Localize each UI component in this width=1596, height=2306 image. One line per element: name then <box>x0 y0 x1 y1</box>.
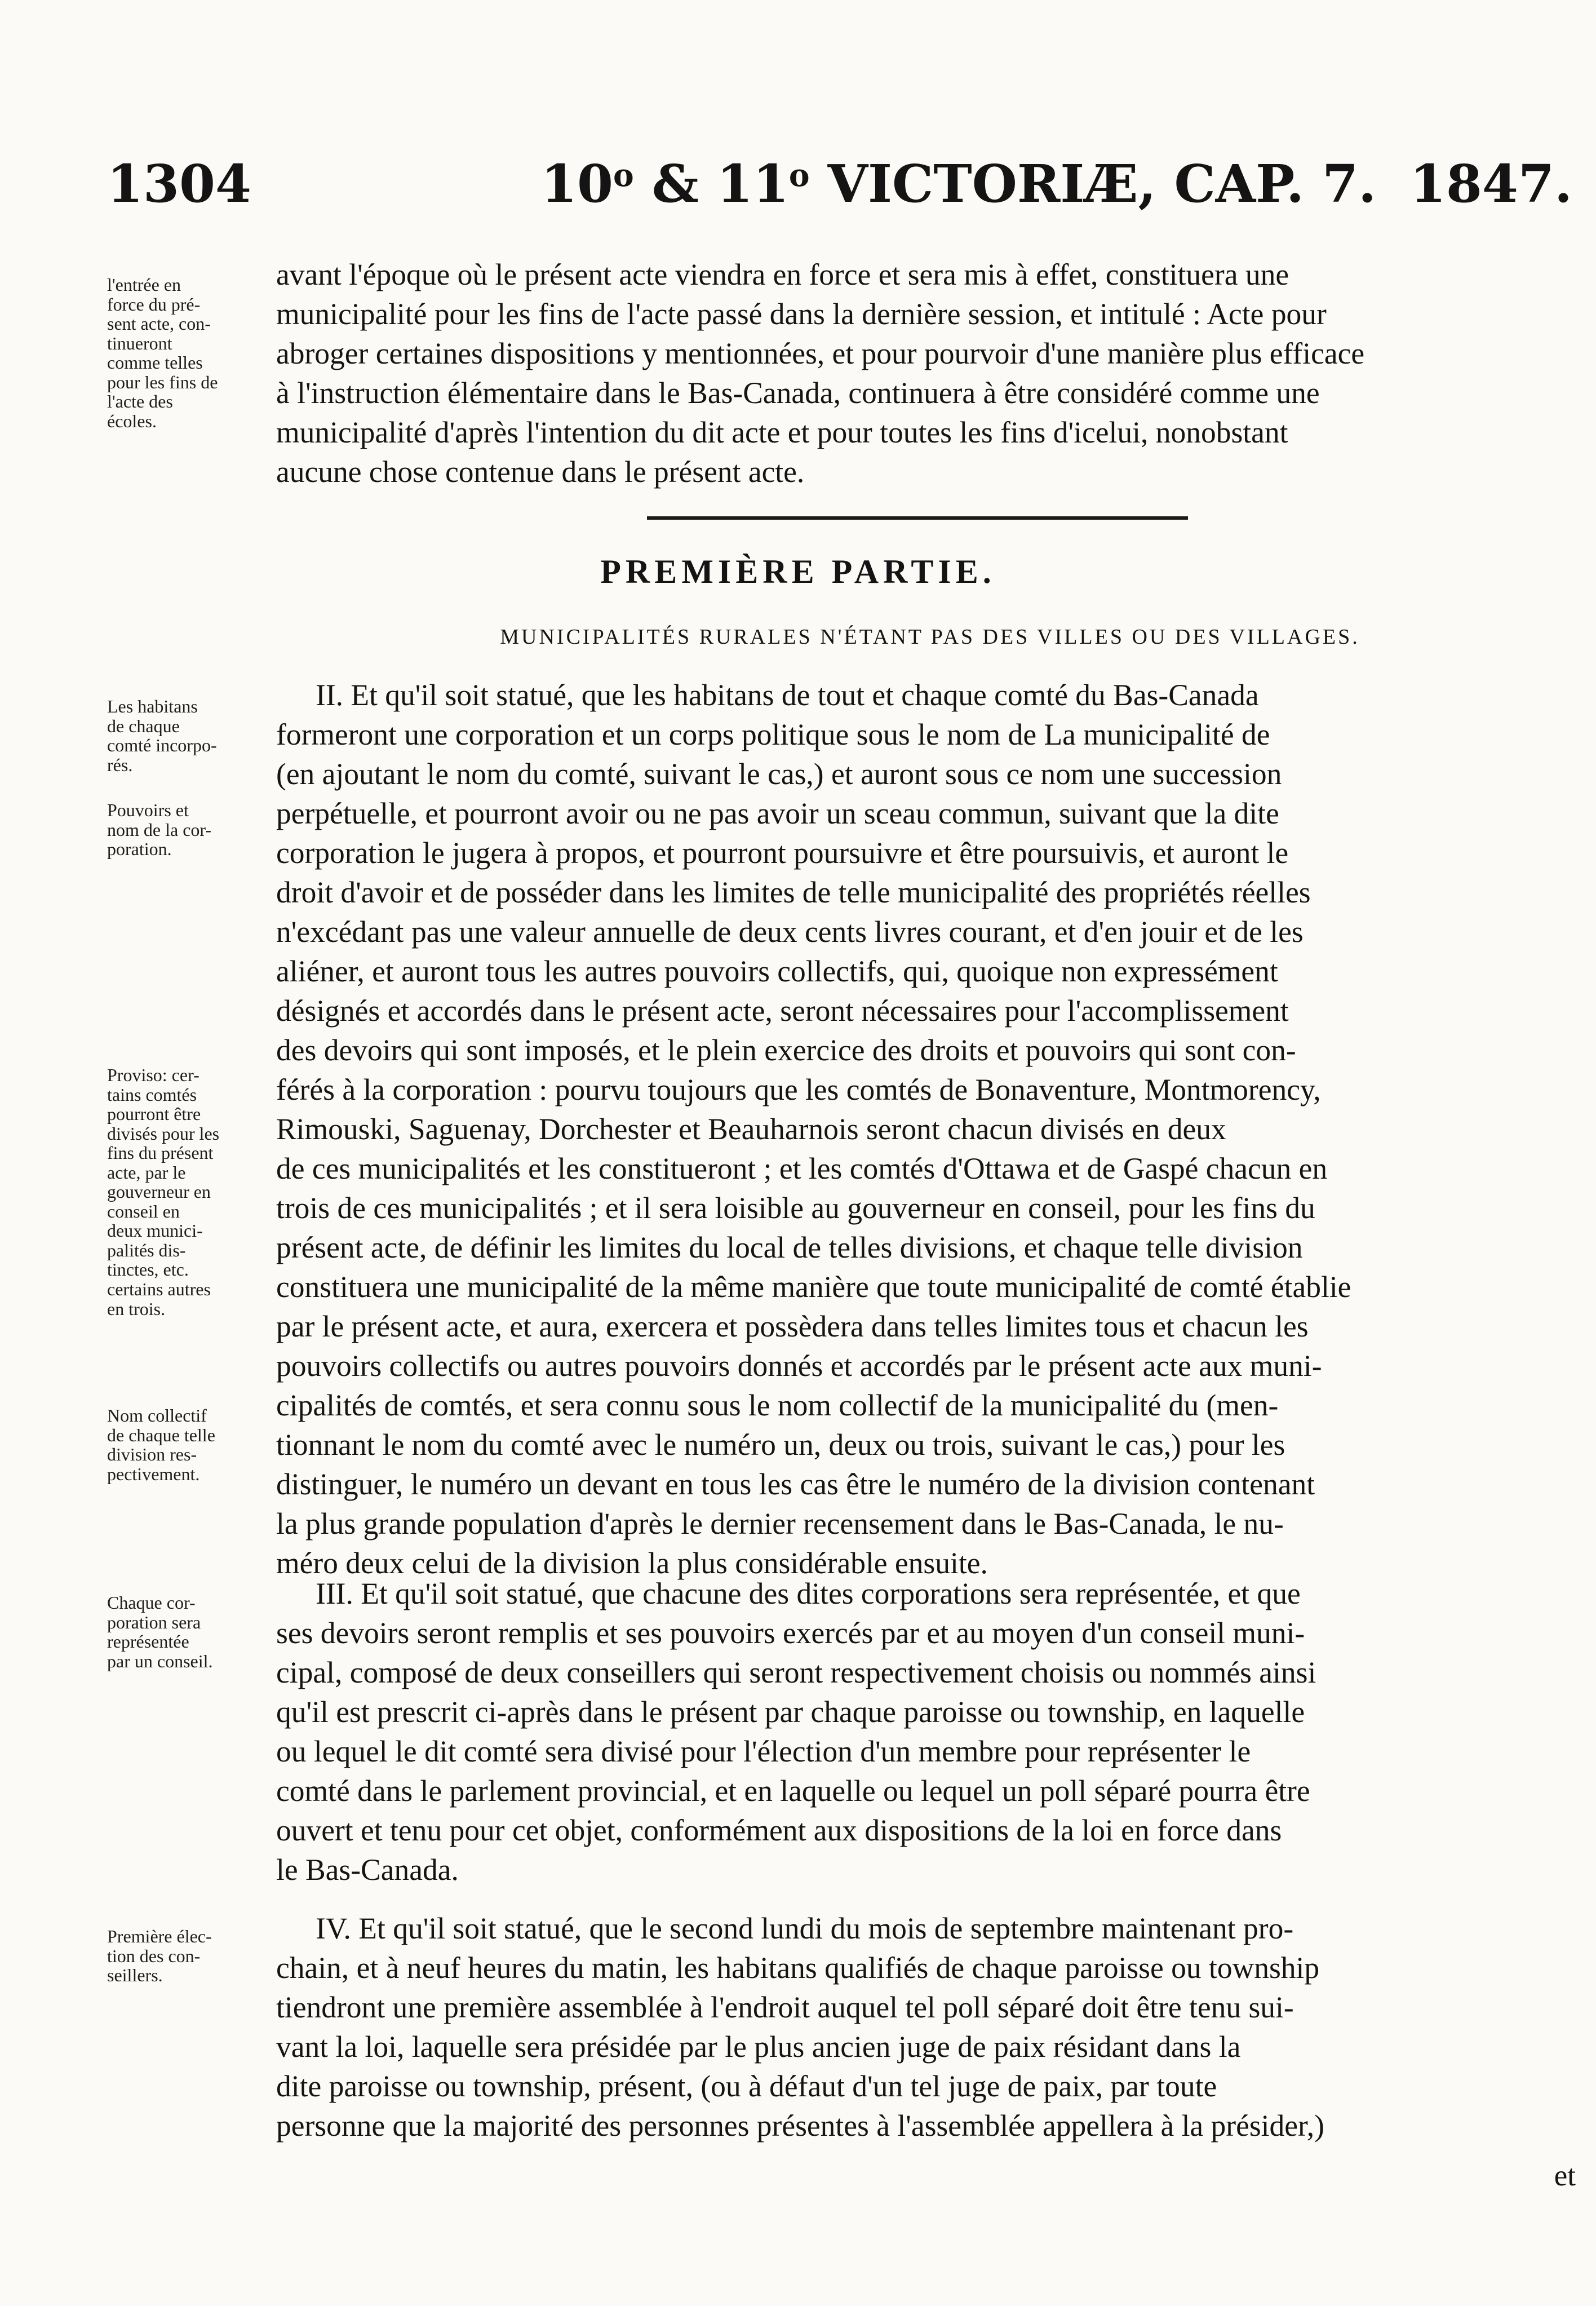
margin-note-premiere-election: Première élec- tion des con- seillers. <box>107 1926 212 1986</box>
margin-note-habitans: Les habitans de chaque comté incorpo- rés. <box>107 696 217 775</box>
section-4: IV. Et qu'il soit statué, que le second lundi du mois de septembre maintenant pro- chain, et à neuf heures du matin, les habitans qualifiés de chaque paroisse ou township tiendront une première assemblée à l'endroit auquel tel poll séparé doit être tenu sui- vant la loi, laquelle sera présidée par le plus ancien juge de paix résidant dans la dite paroisse ou township, présent, (ou à défaut d'un tel juge de paix, par toute personne que la majorité des personnes présentes à l'assemblée appellera à la présider,) <box>276 1911 1324 2143</box>
part-subtitle: MUNICIPALITÉS RURALES N'ÉTANT PAS DES VILLES OU DES VILLAGES. <box>500 625 1360 649</box>
margin-note-entree-en-force: l'entrée en force du pré- sent acte, con- tinueront comme telles pour les fins de l'acte des écoles. <box>107 275 218 431</box>
running-title: 10$^o$ & 11$^o$ VICTORIÆ, CAP. 7. <box>541 153 1377 214</box>
part-title: PREMIÈRE PARTIE. <box>600 553 996 590</box>
catchword: et <box>1554 2159 1576 2192</box>
margin-note-pouvoirs: Pouvoirs et nom de la cor- poration. <box>107 800 212 860</box>
margin-note-nom-collectif: Nom collectif de chaque telle division res- pectivement. <box>107 1405 215 1484</box>
intro-paragraph: avant l'époque où le présent acte viendra en force et sera mis à effet, constituera une municipalité pour les fins de l'acte passé dans la dernière session, et intitulé : Acte pour abroger certaines dispositions y mentionnées, et pour pourvoir d'une manière plus efficace à l'instruction élémentaire dans le Bas-Canada, continuera à être considéré comme une municipalité d'après l'intention du dit acte et pour toutes les fins d'icelui, nonobstant aucune chose contenue dans le présent acte. <box>276 258 1365 489</box>
section-2: II. Et qu'il soit statué, que les habitans de tout et chaque comté du Bas-Canada formeront une corporation et un corps politique sous le nom de La municipalité de (en ajoutant le nom du comté, suivant le cas,) et auront sous ce nom une succession perpétuelle, et pourront avoir ou ne pas avoir un sceau commun, suivant que la dite corporation le jugera à propos, et pourront poursuivre et être poursuivis, et auront le droit d'avoir et de posséder dans les limites de telle municipalité des propriétés réelles n'excédant pas une valeur annuelle de deux cents livres courant, et d'en jouir et de les aliéner, et auront tous les autres pouvoirs collectifs, qui, quoique non expressément désignés et accordés dans le présent acte, seront nécessaires pour l'accomplissement des devoirs qui sont imposés, et le plein exercice des droits et pouvoirs qui sont con- férés à la corporation : pourvu toujours que les comtés de Bonaventure, Montmorency, Rimouski, Saguenay, Dorchester et Beauharnois seront chacun divisés en deux de ces municipalités et les constitueront ; et les comtés d'Ottawa et de Gaspé chacun en trois de ces municipalités ; et il sera loisible au gouverneur en conseil, pour les fins du présent acte, de définir les limites du local de telles divisions, et chaque telle division constituera une municipalité de la même manière que toute municipalité de comté établie par le présent acte, et aura, exercera et possèdera dans telles limites tous et chacun les pouvoirs collectifs ou autres pouvoirs donnés et accordés par le présent acte aux muni- cipalités de comtés, et sera connu sous le nom collectif de la municipalité du (men- tionnant le nom du comté avec le numéro un, deux ou trois, suivant le cas,) pour les distinguer, le numéro un devant en tous les cas être le numéro de la division contenant la plus grande population d'après le dernier recensement dans le Bas-Canada, le nu- méro deux celui de la division la plus considérable ensuite. <box>276 678 1351 1580</box>
margin-note-conseil: Chaque cor- poration sera représentée par un conseil. <box>107 1592 213 1671</box>
page-year: 1847. <box>1409 153 1572 214</box>
page-header <box>107 153 1572 215</box>
section-3: III. Et qu'il soit statué, que chacune des dites corporations sera représentée, et que ses devoirs seront remplis et ses pouvoirs exercés par et au moyen d'un conseil muni- cipal, composé de deux conseillers qui seront respectivement choisis ou nommés ainsi qu'il est prescrit ci-après dans le présent par chaque paroisse ou township, en laquelle ou lequel le dit comté sera divisé pour l'élection d'un membre pour représenter le comté dans le parlement provincial, et en laquelle ou lequel un poll séparé pourra être ouvert et tenu pour cet objet, conformément aux dispositions de la loi en force dans le Bas-Canada. <box>276 1577 1316 1887</box>
margin-note-proviso: Proviso: cer- tains comtés pourront être divisés pour les fins du présent acte, par le gouverneur en conseil en deux munici- palités dis- tinctes, etc. certains autres en trois. <box>107 1065 220 1319</box>
page-number: 1304 <box>107 153 252 214</box>
section-divider <box>647 516 1188 520</box>
